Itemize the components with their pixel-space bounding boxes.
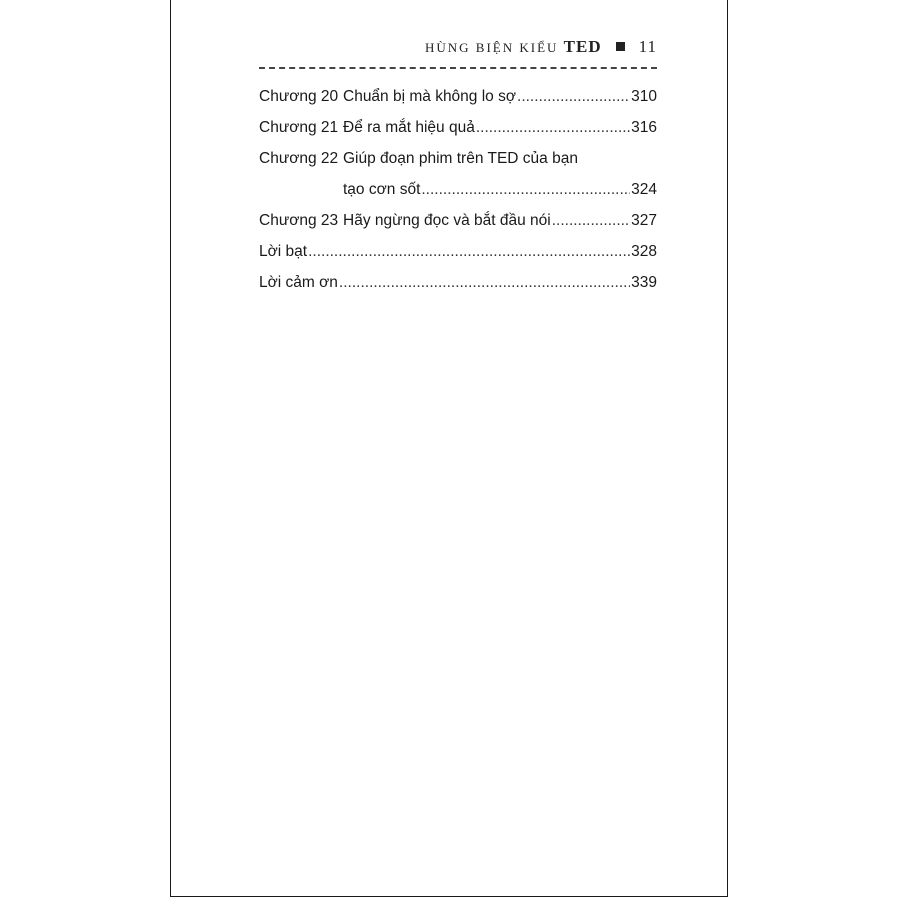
toc-page-number: 327 <box>631 212 657 229</box>
toc-entry-chapter-21 <box>259 119 657 150</box>
running-head-title-big: TED <box>563 37 602 56</box>
toc-page-number: 328 <box>631 243 657 260</box>
running-head-title-small: HÙNG BIỆN KIỂU <box>424 40 559 55</box>
square-bullet-icon <box>616 42 625 51</box>
toc-dot-leader <box>552 212 630 230</box>
toc-page-number: 339 <box>631 274 657 291</box>
toc-dot-leader <box>421 181 630 199</box>
toc-chapter-label: Chương 23 <box>259 212 339 229</box>
running-head <box>171 37 657 57</box>
book-page <box>170 0 728 897</box>
toc-entry-afterword <box>259 243 657 274</box>
page-number: 11 <box>638 37 657 56</box>
toc-dot-leader <box>517 88 630 106</box>
toc-dot-leader <box>476 119 630 137</box>
toc-entry-chapter-22-continued <box>259 181 657 212</box>
header-dashed-rule <box>259 67 657 69</box>
toc-dot-leader <box>308 243 630 261</box>
toc-entry-chapter-20 <box>259 88 657 119</box>
toc-chapter-title: Hãy ngừng đọc và bắt đầu nói <box>343 212 551 229</box>
toc-chapter-title: Giúp đoạn phim trên TED của bạn <box>343 150 578 167</box>
toc-entry-chapter-23 <box>259 212 657 243</box>
toc-chapter-label: Chương 21 <box>259 119 339 136</box>
toc-page-number: 310 <box>631 88 657 105</box>
toc-section-title: Lời cảm ơn <box>259 274 338 291</box>
toc-page-number: 324 <box>631 181 657 198</box>
toc-chapter-title: Chuẩn bị mà không lo sợ <box>343 88 517 105</box>
toc-chapter-title-continued: tạo cơn sốt <box>343 181 421 198</box>
toc-chapter-label: Chương 22 <box>259 150 339 167</box>
toc-section-title: Lời bạt <box>259 243 308 260</box>
toc-entry-chapter-22 <box>259 150 657 181</box>
toc-page-number: 316 <box>631 119 657 136</box>
toc-chapter-label: Chương 20 <box>259 88 339 105</box>
running-head-title <box>425 37 602 57</box>
table-of-contents <box>259 88 657 305</box>
toc-chapter-title: Để ra mắt hiệu quả <box>343 119 475 136</box>
toc-entry-acknowledgements <box>259 274 657 305</box>
toc-dot-leader <box>339 274 630 292</box>
